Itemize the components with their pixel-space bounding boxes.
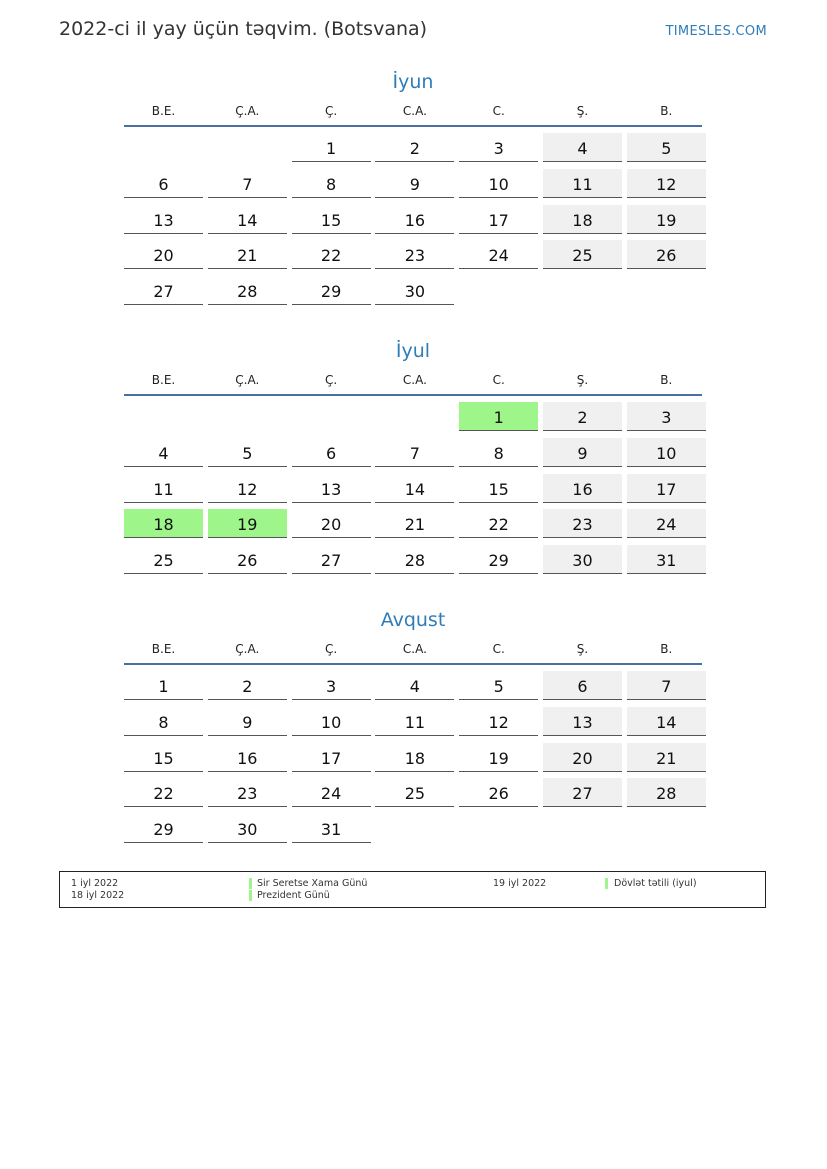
empty-cell (375, 402, 454, 431)
holiday-color-swatch (249, 878, 252, 889)
empty-cell (208, 133, 287, 162)
day-cell: 6 (124, 169, 203, 198)
empty-cell (292, 402, 371, 431)
day-cell: 4 (124, 438, 203, 467)
month-title: Avqust (380, 609, 446, 631)
day-cell: 31 (627, 545, 706, 574)
weekday-label: Ç. (324, 642, 338, 656)
weekday-label: Ş. (576, 104, 589, 118)
day-cell: 13 (292, 474, 371, 503)
day-cell: 26 (627, 240, 706, 269)
day-cell: 28 (375, 545, 454, 574)
month-title: İyul (395, 340, 431, 362)
day-cell: 18 (543, 205, 622, 234)
day-grid (124, 133, 702, 312)
month-block (124, 70, 702, 312)
day-cell: 2 (208, 671, 287, 700)
day-cell: 11 (543, 169, 622, 198)
empty-cell (124, 402, 203, 431)
day-cell: 10 (459, 169, 538, 198)
day-cell: 4 (543, 133, 622, 162)
day-cell: 10 (627, 438, 706, 467)
day-cell: 12 (627, 169, 706, 198)
day-cell: 6 (543, 671, 622, 700)
day-cell: 7 (208, 169, 287, 198)
day-cell: 29 (292, 276, 371, 305)
day-cell: 15 (292, 205, 371, 234)
day-cell: 27 (543, 778, 622, 807)
day-cell: 18 (375, 743, 454, 772)
day-cell: 16 (543, 474, 622, 503)
weekday-label: C.A. (402, 642, 427, 656)
day-cell: 28 (627, 778, 706, 807)
weekday-label: C.A. (402, 104, 427, 118)
legend-name-1: Sir Seretse Xama Günü (257, 878, 368, 889)
day-cell: 24 (459, 240, 538, 269)
month-block (124, 608, 702, 850)
day-cell: 3 (627, 402, 706, 431)
weekday-label: B.E. (151, 373, 176, 387)
day-cell: 26 (459, 778, 538, 807)
day-cell: 21 (208, 240, 287, 269)
day-cell: 12 (459, 707, 538, 736)
day-cell: 1 (292, 133, 371, 162)
day-cell: 11 (375, 707, 454, 736)
day-cell: 24 (292, 778, 371, 807)
day-cell: 27 (292, 545, 371, 574)
holiday-legend (59, 871, 766, 908)
weekday-label: Ç. (324, 104, 338, 118)
brand-link[interactable]: TIMESLES.COM (665, 24, 767, 39)
page-title: 2022-ci il yay üçün təqvim. (Botsvana) (59, 18, 428, 40)
weekday-label: C. (492, 373, 505, 387)
day-cell: 11 (124, 474, 203, 503)
day-cell: 22 (459, 509, 538, 538)
day-cell: 3 (292, 671, 371, 700)
day-cell: 17 (459, 205, 538, 234)
day-cell: 31 (292, 814, 371, 843)
day-cell: 26 (208, 545, 287, 574)
day-cell: 30 (208, 814, 287, 843)
weekday-label: Ç.A. (235, 104, 260, 118)
legend-date-2: 19 iyl 2022 (493, 878, 547, 889)
day-cell: 19 (627, 205, 706, 234)
weekday-label: B.E. (151, 104, 176, 118)
day-cell: 25 (375, 778, 454, 807)
day-cell: 13 (124, 205, 203, 234)
legend-name-3: Prezident Günü (257, 890, 330, 901)
day-cell: 24 (627, 509, 706, 538)
day-cell: 8 (292, 169, 371, 198)
day-cell: 19 (459, 743, 538, 772)
day-cell: 12 (208, 474, 287, 503)
day-cell: 5 (208, 438, 287, 467)
day-cell: 29 (124, 814, 203, 843)
day-cell: 6 (292, 438, 371, 467)
day-cell: 2 (543, 402, 622, 431)
holiday-color-swatch (605, 878, 608, 889)
day-cell: 7 (375, 438, 454, 467)
weekday-label: Ş. (576, 373, 589, 387)
day-cell: 17 (292, 743, 371, 772)
weekday-label: B. (660, 642, 673, 656)
day-cell: 17 (627, 474, 706, 503)
day-cell: 9 (543, 438, 622, 467)
day-cell: 20 (124, 240, 203, 269)
weekday-header (124, 104, 702, 127)
day-cell: 30 (543, 545, 622, 574)
weekday-header (124, 373, 702, 396)
legend-date-3: 18 iyl 2022 (71, 890, 125, 901)
day-cell: 29 (459, 545, 538, 574)
legend-name-2: Dövlət tətili (iyul) (614, 878, 697, 889)
day-cell: 20 (292, 509, 371, 538)
day-cell: 25 (543, 240, 622, 269)
weekday-label: B. (660, 373, 673, 387)
weekday-label: Ç.A. (235, 373, 260, 387)
empty-cell (208, 402, 287, 431)
day-cell: 19 (208, 509, 287, 538)
day-cell: 30 (375, 276, 454, 305)
day-cell: 14 (208, 205, 287, 234)
day-cell: 8 (459, 438, 538, 467)
day-grid (124, 671, 702, 850)
day-cell: 15 (459, 474, 538, 503)
day-cell: 23 (375, 240, 454, 269)
day-cell: 25 (124, 545, 203, 574)
day-cell: 10 (292, 707, 371, 736)
day-cell: 13 (543, 707, 622, 736)
day-cell: 1 (459, 402, 538, 431)
day-cell: 16 (375, 205, 454, 234)
weekday-label: B. (660, 104, 673, 118)
weekday-label: C. (492, 642, 505, 656)
day-cell: 18 (124, 509, 203, 538)
day-grid (124, 402, 702, 581)
month-title: İyun (392, 71, 434, 93)
empty-cell (124, 133, 203, 162)
weekday-label: Ç.A. (235, 642, 260, 656)
weekday-label: C.A. (402, 373, 427, 387)
day-cell: 14 (375, 474, 454, 503)
day-cell: 7 (627, 671, 706, 700)
day-cell: 16 (208, 743, 287, 772)
day-cell: 28 (208, 276, 287, 305)
weekday-label: Ç. (324, 373, 338, 387)
day-cell: 23 (543, 509, 622, 538)
day-cell: 1 (124, 671, 203, 700)
day-cell: 3 (459, 133, 538, 162)
day-cell: 9 (208, 707, 287, 736)
day-cell: 20 (543, 743, 622, 772)
day-cell: 9 (375, 169, 454, 198)
day-cell: 15 (124, 743, 203, 772)
day-cell: 5 (459, 671, 538, 700)
weekday-label: C. (492, 104, 505, 118)
day-cell: 4 (375, 671, 454, 700)
day-cell: 27 (124, 276, 203, 305)
weekday-header (124, 642, 702, 665)
holiday-color-swatch (249, 890, 252, 901)
day-cell: 5 (627, 133, 706, 162)
day-cell: 8 (124, 707, 203, 736)
month-block (124, 339, 702, 581)
day-cell: 21 (627, 743, 706, 772)
day-cell: 22 (124, 778, 203, 807)
weekday-label: Ş. (576, 642, 589, 656)
day-cell: 2 (375, 133, 454, 162)
day-cell: 21 (375, 509, 454, 538)
legend-date-1: 1 iyl 2022 (71, 878, 119, 889)
day-cell: 14 (627, 707, 706, 736)
day-cell: 22 (292, 240, 371, 269)
day-cell: 23 (208, 778, 287, 807)
weekday-label: B.E. (151, 642, 176, 656)
